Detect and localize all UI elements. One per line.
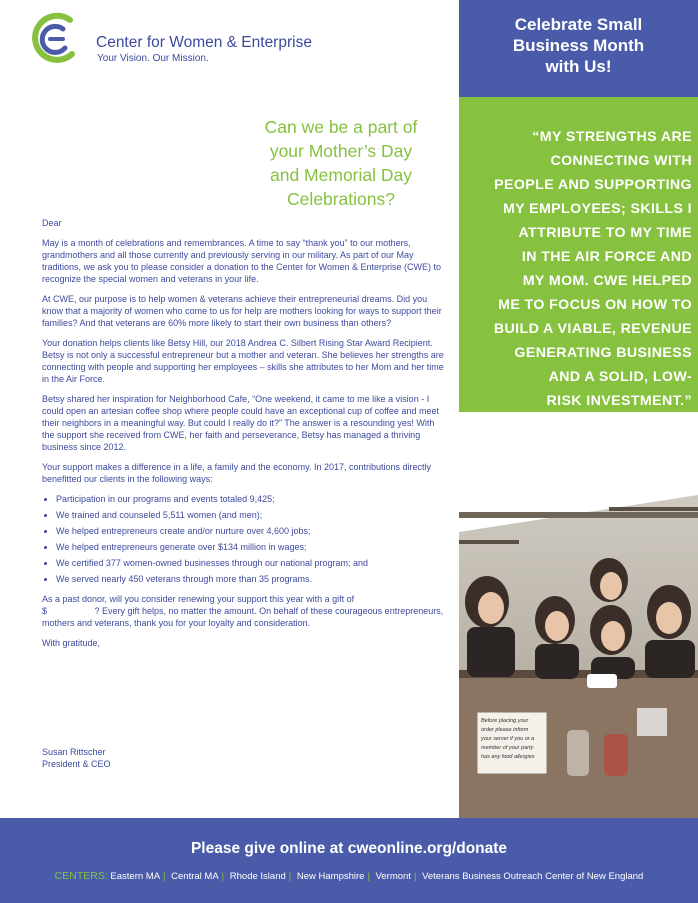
signature-block	[42, 746, 111, 770]
letter-paragraph: At CWE, our purpose is to help women & veterans achieve their entrepreneurial dreams. Did you know that a majority of women who come to us for help are mothers looking for ways to support their families? And that veterans are 60% more likely to start their own business than others?	[42, 294, 442, 328]
center-item: New Hampshire	[296, 871, 365, 882]
letter-paragraph: Betsy shared her inspiration for Neighborhood Cafe, “One weekend, it came to me like a vision - I could open an artesian coffee shop where people could have an exceptional cup of coffee and meet their neighbors in a meaningful way. But could I really do it?” The answer is a resounding yes! With the support she received from CWE, her faith and perseverance, Betsy has managed a thriving business since 2012.	[42, 394, 439, 452]
donate-cta: Please give online at cweonline.org/donate	[190, 840, 508, 857]
letter-paragraph: Your donation helps clients like Betsy Hill, our 2018 Andrea C. Silbert Rising Star Award Recipient. Betsy is not only a successful entrepreneur but a mother and veteran. She believes her strengths are connecting with people and supporting her employees – skills she attributes to her Mom and her time in the Air Force.	[42, 338, 444, 384]
quote-line: RISK INVESTMENT.”	[546, 393, 692, 409]
list-item: • We helped entrepreneurs generate over $134 million in wages;	[56, 541, 444, 553]
list-item: • We helped entrepreneurs create and/or nurture over 4,600 jobs;	[56, 525, 444, 537]
centers-list: CENTERS: Eastern MA | Central MA | Rhode Island | New Hampshire | Vermont | Veterans Business Outreach Center of New England	[54, 870, 644, 882]
headline-line: Can we be a part of	[264, 117, 418, 137]
letter-paragraph: May is a month of celebrations and remembrances. A time to say “thank you” to our mothers, grandmothers and all those currently and previously serving in our military. As part of our May traditions, we ask you to please consider a donation to the Center for Women & Enterprise (CWE) to recognize the special women and veterans in your life.	[42, 238, 442, 284]
quote-line: PEOPLE AND SUPPORTING	[494, 177, 692, 193]
centers-label: CENTERS:	[54, 870, 108, 882]
letter-paragraph: Your support makes a difference in a life, a family and the economy. In 2017, contributions directly benefitted our clients in the following ways:	[42, 462, 432, 484]
headline-line: and Memorial Day	[270, 165, 412, 185]
donation-ask-line2: $ ? Every gift helps, no matter the amount. On behalf of these courageous entrepreneurs, mothers and veterans, thank you for your loyalty and consideration.	[42, 606, 446, 628]
salutation: Dear	[42, 218, 62, 228]
testimonial-quote	[471, 125, 692, 413]
center-item: Eastern MA	[110, 871, 161, 882]
sign-text-line: has any food allergies	[481, 754, 535, 760]
impact-list	[42, 493, 444, 585]
center-item: Vermont	[375, 871, 411, 882]
quote-line: “MY STRENGTHS ARE	[532, 129, 692, 145]
headline-line: Celebrations?	[287, 189, 395, 209]
list-item: • We served nearly 450 veterans through more than 35 programs.	[56, 573, 444, 585]
letter-body	[42, 217, 444, 657]
closing: With gratitude,	[42, 638, 101, 648]
quote-line: MY MOM. CWE HELPED	[522, 273, 692, 289]
donation-ask-line1: As a past donor, will you consider renewing your support this year with a gift of	[42, 594, 355, 604]
page-headline	[236, 115, 446, 211]
center-item: Veterans Business Outreach Center of New England	[422, 871, 644, 882]
sign-text-line: your server if you or a	[481, 736, 535, 742]
signer-title: President & CEO	[42, 759, 111, 769]
quote-line: BUILD A VIABLE, REVENUE	[493, 321, 692, 337]
center-item: Central MA	[171, 871, 219, 882]
sidebar-title-line: Business Month	[512, 36, 645, 55]
sign-text-line: member of your party	[481, 745, 534, 751]
quote-line: AND A SOLID, LOW-	[548, 369, 692, 385]
sidebar-title-line: with Us!	[545, 57, 612, 76]
quote-line: IN THE AIR FORCE AND	[521, 249, 692, 265]
quote-line: ME TO FOCUS ON HOW TO	[498, 297, 692, 313]
quote-line: GENERATING BUSINESS	[514, 345, 692, 361]
sidebar-title-panel	[459, 0, 698, 97]
org-tagline: Your Vision. Our Mission.	[97, 53, 209, 64]
sign-text-line: Before placing your	[481, 718, 529, 724]
letter-paragraph	[42, 593, 444, 629]
sidebar-title-line: Celebrate Small	[514, 15, 643, 34]
sidebar-title	[459, 14, 698, 77]
sign-text-line: order please inform	[481, 727, 529, 733]
list-item: • Participation in our programs and events totaled 9,425;	[56, 493, 444, 505]
footer	[0, 818, 698, 903]
headline-line: your Mother’s Day	[269, 141, 413, 161]
center-item: Rhode Island	[229, 871, 286, 882]
org-name: Center for Women & Enterprise	[96, 34, 312, 51]
cwe-logo	[30, 12, 78, 64]
quote-line: ATTRIBUTE TO MY TIME	[518, 225, 692, 241]
list-item: • We certified 377 women-owned businesses through our national program; and	[56, 557, 444, 569]
signer-name: Susan Rittscher	[42, 747, 106, 757]
team-photo	[459, 412, 698, 818]
quote-line: CONNECTING WITH	[550, 153, 692, 169]
quote-line: MY EMPLOYEES; SKILLS I	[502, 201, 692, 217]
list-item: • We trained and counseled 5,511 women (and men);	[56, 509, 444, 521]
